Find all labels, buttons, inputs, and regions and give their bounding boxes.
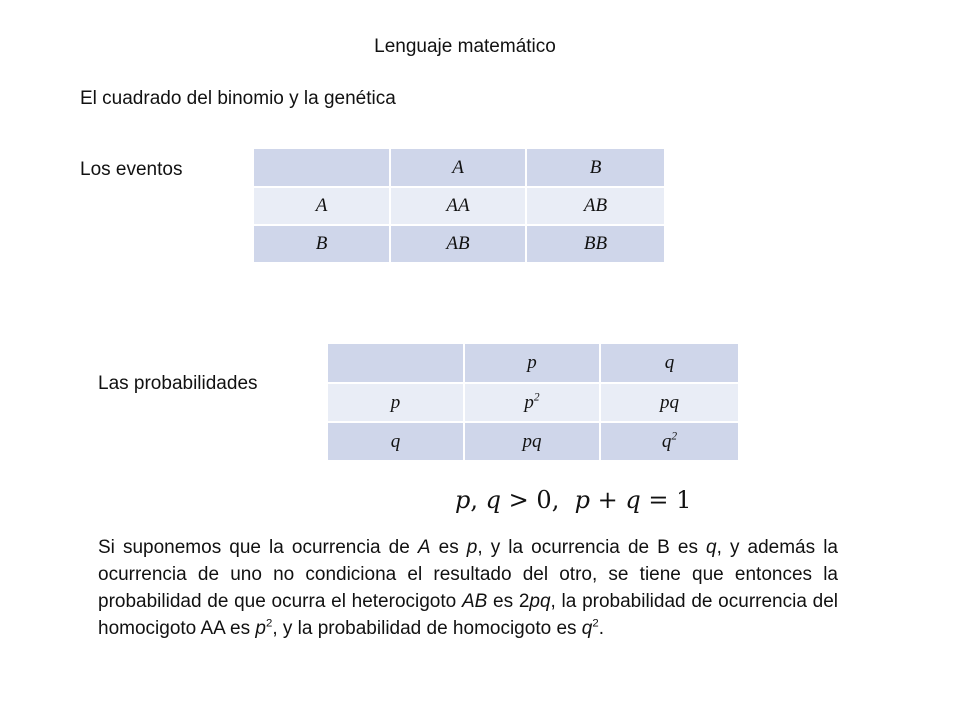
paragraph-italic: q bbox=[581, 618, 593, 639]
probability-exponent: 2 bbox=[671, 430, 678, 443]
events-row bbox=[254, 187, 664, 225]
probability-base: p bbox=[524, 391, 534, 413]
events-header-cell bbox=[254, 149, 390, 187]
formula-var: p bbox=[574, 486, 590, 514]
formula-num: 0 bbox=[536, 486, 552, 514]
events-row bbox=[254, 225, 664, 263]
probabilities-header-cell: p bbox=[464, 344, 600, 383]
page-title: Lenguaje matemático bbox=[374, 36, 556, 57]
events-cell: AB bbox=[526, 187, 664, 225]
page-subtitle: El cuadrado del binomio y la genética bbox=[80, 88, 396, 109]
paragraph-italic: q bbox=[706, 537, 717, 558]
formula-sym: , bbox=[551, 486, 560, 514]
paragraph-superscript: 2 bbox=[265, 617, 273, 630]
probability-exponent: 2 bbox=[533, 391, 540, 404]
paragraph-italic: p bbox=[255, 618, 266, 639]
probabilities-cell: pq bbox=[464, 422, 600, 461]
paragraph-italic: A bbox=[417, 537, 431, 558]
events-cell: BB bbox=[526, 225, 664, 263]
probabilities-table bbox=[328, 344, 738, 462]
paragraph-text: , y la probabilidad de homocigoto es bbox=[272, 618, 582, 639]
probabilities-header-cell bbox=[328, 344, 464, 383]
formula-sym: = bbox=[648, 486, 669, 514]
events-cell: AB bbox=[390, 225, 526, 263]
probabilities-cell: q bbox=[328, 422, 464, 461]
events-label: Los eventos bbox=[80, 159, 183, 180]
formula-var: q bbox=[625, 486, 641, 514]
paragraph-text: , y la ocurrencia de B es bbox=[477, 537, 707, 558]
formula-var: p bbox=[455, 486, 471, 514]
probability-base: q bbox=[661, 430, 672, 452]
paragraph-text: . bbox=[598, 618, 604, 639]
events-header-cell: B bbox=[526, 149, 664, 187]
paragraph-text: Si suponemos que la ocurrencia de bbox=[98, 537, 418, 558]
formula-var: q bbox=[485, 486, 502, 514]
events-table bbox=[254, 149, 664, 264]
events-header-row bbox=[254, 149, 664, 187]
probabilities-cell bbox=[464, 383, 600, 422]
formula-num: 1 bbox=[676, 486, 692, 514]
formula-sym: , bbox=[470, 486, 479, 514]
probabilities-header-cell: q bbox=[600, 344, 738, 383]
paragraph-italic: AB bbox=[461, 591, 488, 612]
probabilities-header-row bbox=[328, 344, 738, 383]
events-header-cell: A bbox=[390, 149, 526, 187]
explanation-paragraph bbox=[98, 534, 838, 642]
events-cell: B bbox=[254, 225, 390, 263]
paragraph-superscript: 2 bbox=[592, 617, 599, 630]
events-cell: A bbox=[254, 187, 390, 225]
constraint-formula bbox=[455, 486, 691, 514]
paragraph-italic: p bbox=[466, 537, 478, 558]
probabilities-row bbox=[328, 422, 738, 461]
probabilities-row bbox=[328, 383, 738, 422]
probabilities-label: Las probabilidades bbox=[98, 373, 258, 394]
paragraph-text: es bbox=[430, 537, 467, 558]
probabilities-cell: pq bbox=[600, 383, 738, 422]
formula-sym: > bbox=[508, 486, 529, 514]
paragraph-text: es 2 bbox=[487, 591, 530, 612]
paragraph-italic: pq bbox=[529, 591, 551, 612]
probabilities-cell bbox=[600, 422, 738, 461]
probabilities-cell: p bbox=[328, 383, 464, 422]
formula-sym: + bbox=[597, 486, 618, 514]
paragraph-text: , la probabilidad de ocurrencia del homocigoto AA es bbox=[98, 591, 838, 639]
paragraph-text: , y además la ocurrencia de uno no condiciona el resultado del otro, se tiene que entonces la probabilidad de que ocurra el heterocigoto bbox=[98, 537, 838, 612]
events-cell: AA bbox=[390, 187, 526, 225]
